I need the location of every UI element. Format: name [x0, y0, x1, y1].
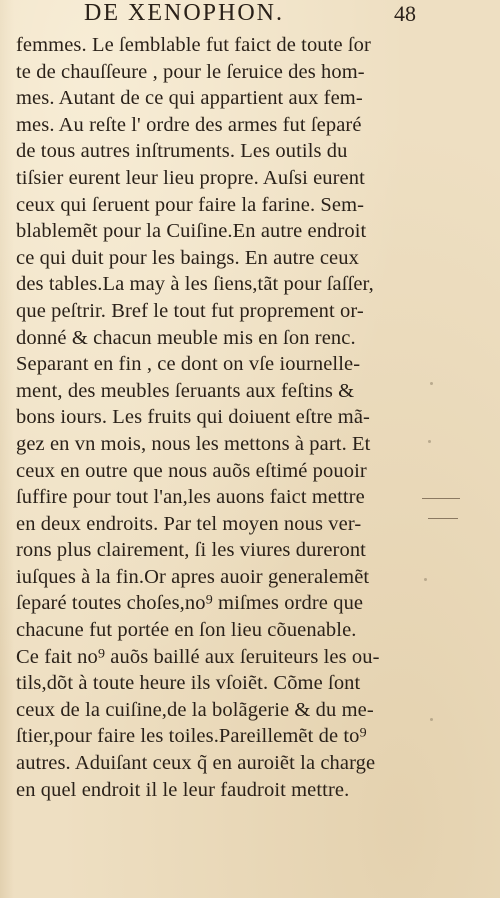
running-title: DE XENOPHON.: [84, 0, 284, 26]
text-line: donné & chacun meuble mis en ſon renc.: [16, 326, 356, 349]
margin-speck: [430, 382, 433, 385]
page-number: 48: [394, 1, 416, 26]
margin-mark: [422, 498, 460, 501]
text-line: mes. Au reſte l' ordre des armes fut ſeparé: [16, 113, 362, 136]
margin-speck: [430, 718, 433, 721]
text-line: chacune fut portée en ſon lieu cõuenable.: [16, 619, 357, 642]
text-line: iuſques à la fin.Or apres auoir generalemẽt: [16, 565, 370, 588]
text-line: bons iours. Les fruits qui doiuent eſtre mã-: [16, 406, 370, 429]
text-line: en quel endroit il le leur faudroit mettre.: [16, 778, 350, 801]
text-line: te de chauſſeure , pour le ſeruice des hom-: [16, 60, 365, 83]
body-text: [16, 32, 426, 803]
text-line: blablemẽt pour la Cuiſine.En autre endroit: [16, 220, 367, 243]
margin-speck: [424, 578, 427, 581]
text-line: Separant en fin , ce dont on vſe iournelle-: [16, 353, 361, 376]
margin-speck: [428, 440, 431, 443]
text-line: Ce fait no⁹ auõs baillé aux ſeruiteurs les ou-: [16, 645, 380, 668]
text-line: ſuffire pour tout l'an,les auons faict mettre: [16, 486, 365, 509]
text-line: ment, des meubles ſeruants aux feſtins &: [16, 379, 355, 402]
text-line: ceux en outre que nous auõs eſtimé pouoir: [16, 459, 367, 482]
text-line: gez en vn mois, nous les mettons à part. Et: [16, 432, 371, 455]
text-line: tiſsier eurent leur lieu propre. Auſsi eurent: [16, 166, 365, 189]
text-line: en deux endroits. Par tel moyen nous ver-: [16, 512, 362, 535]
text-line: ceux qui ſeruent pour faire la farine. Sem-: [16, 193, 365, 216]
text-line: ſeparé toutes choſes,no⁹ miſmes ordre que: [16, 592, 364, 615]
text-line: rons plus clairement, ſi les viures dureront: [16, 539, 366, 562]
text-line: que peſtrir. Bref le tout fut proprement or-: [16, 299, 364, 322]
text-line: femmes. Le ſemblable fut faict de toute ſor: [16, 34, 371, 56]
margin-mark: [428, 518, 458, 521]
text-line: tils,dõt à toute heure ils vſoiẽt. Cõme ſont: [16, 672, 361, 695]
text-line: des tables.La may à les ſiens,tãt pour ſaſſer,: [16, 273, 374, 296]
text-line: ſtier,pour faire les toiles.Pareillemẽt de to⁹: [16, 725, 367, 748]
text-line: ceux de la cuiſine,de la bolãgerie & du me-: [16, 698, 374, 721]
text-line: mes. Autant de ce qui appartient aux fem-: [16, 87, 363, 110]
text-line: ce qui duit pour les baings. En autre ceux: [16, 246, 359, 269]
text-line: autres. Aduiſant ceux q̃ en auroiẽt la charge: [16, 752, 376, 775]
text-line: de tous autres inſtruments. Les outils du: [16, 140, 348, 163]
